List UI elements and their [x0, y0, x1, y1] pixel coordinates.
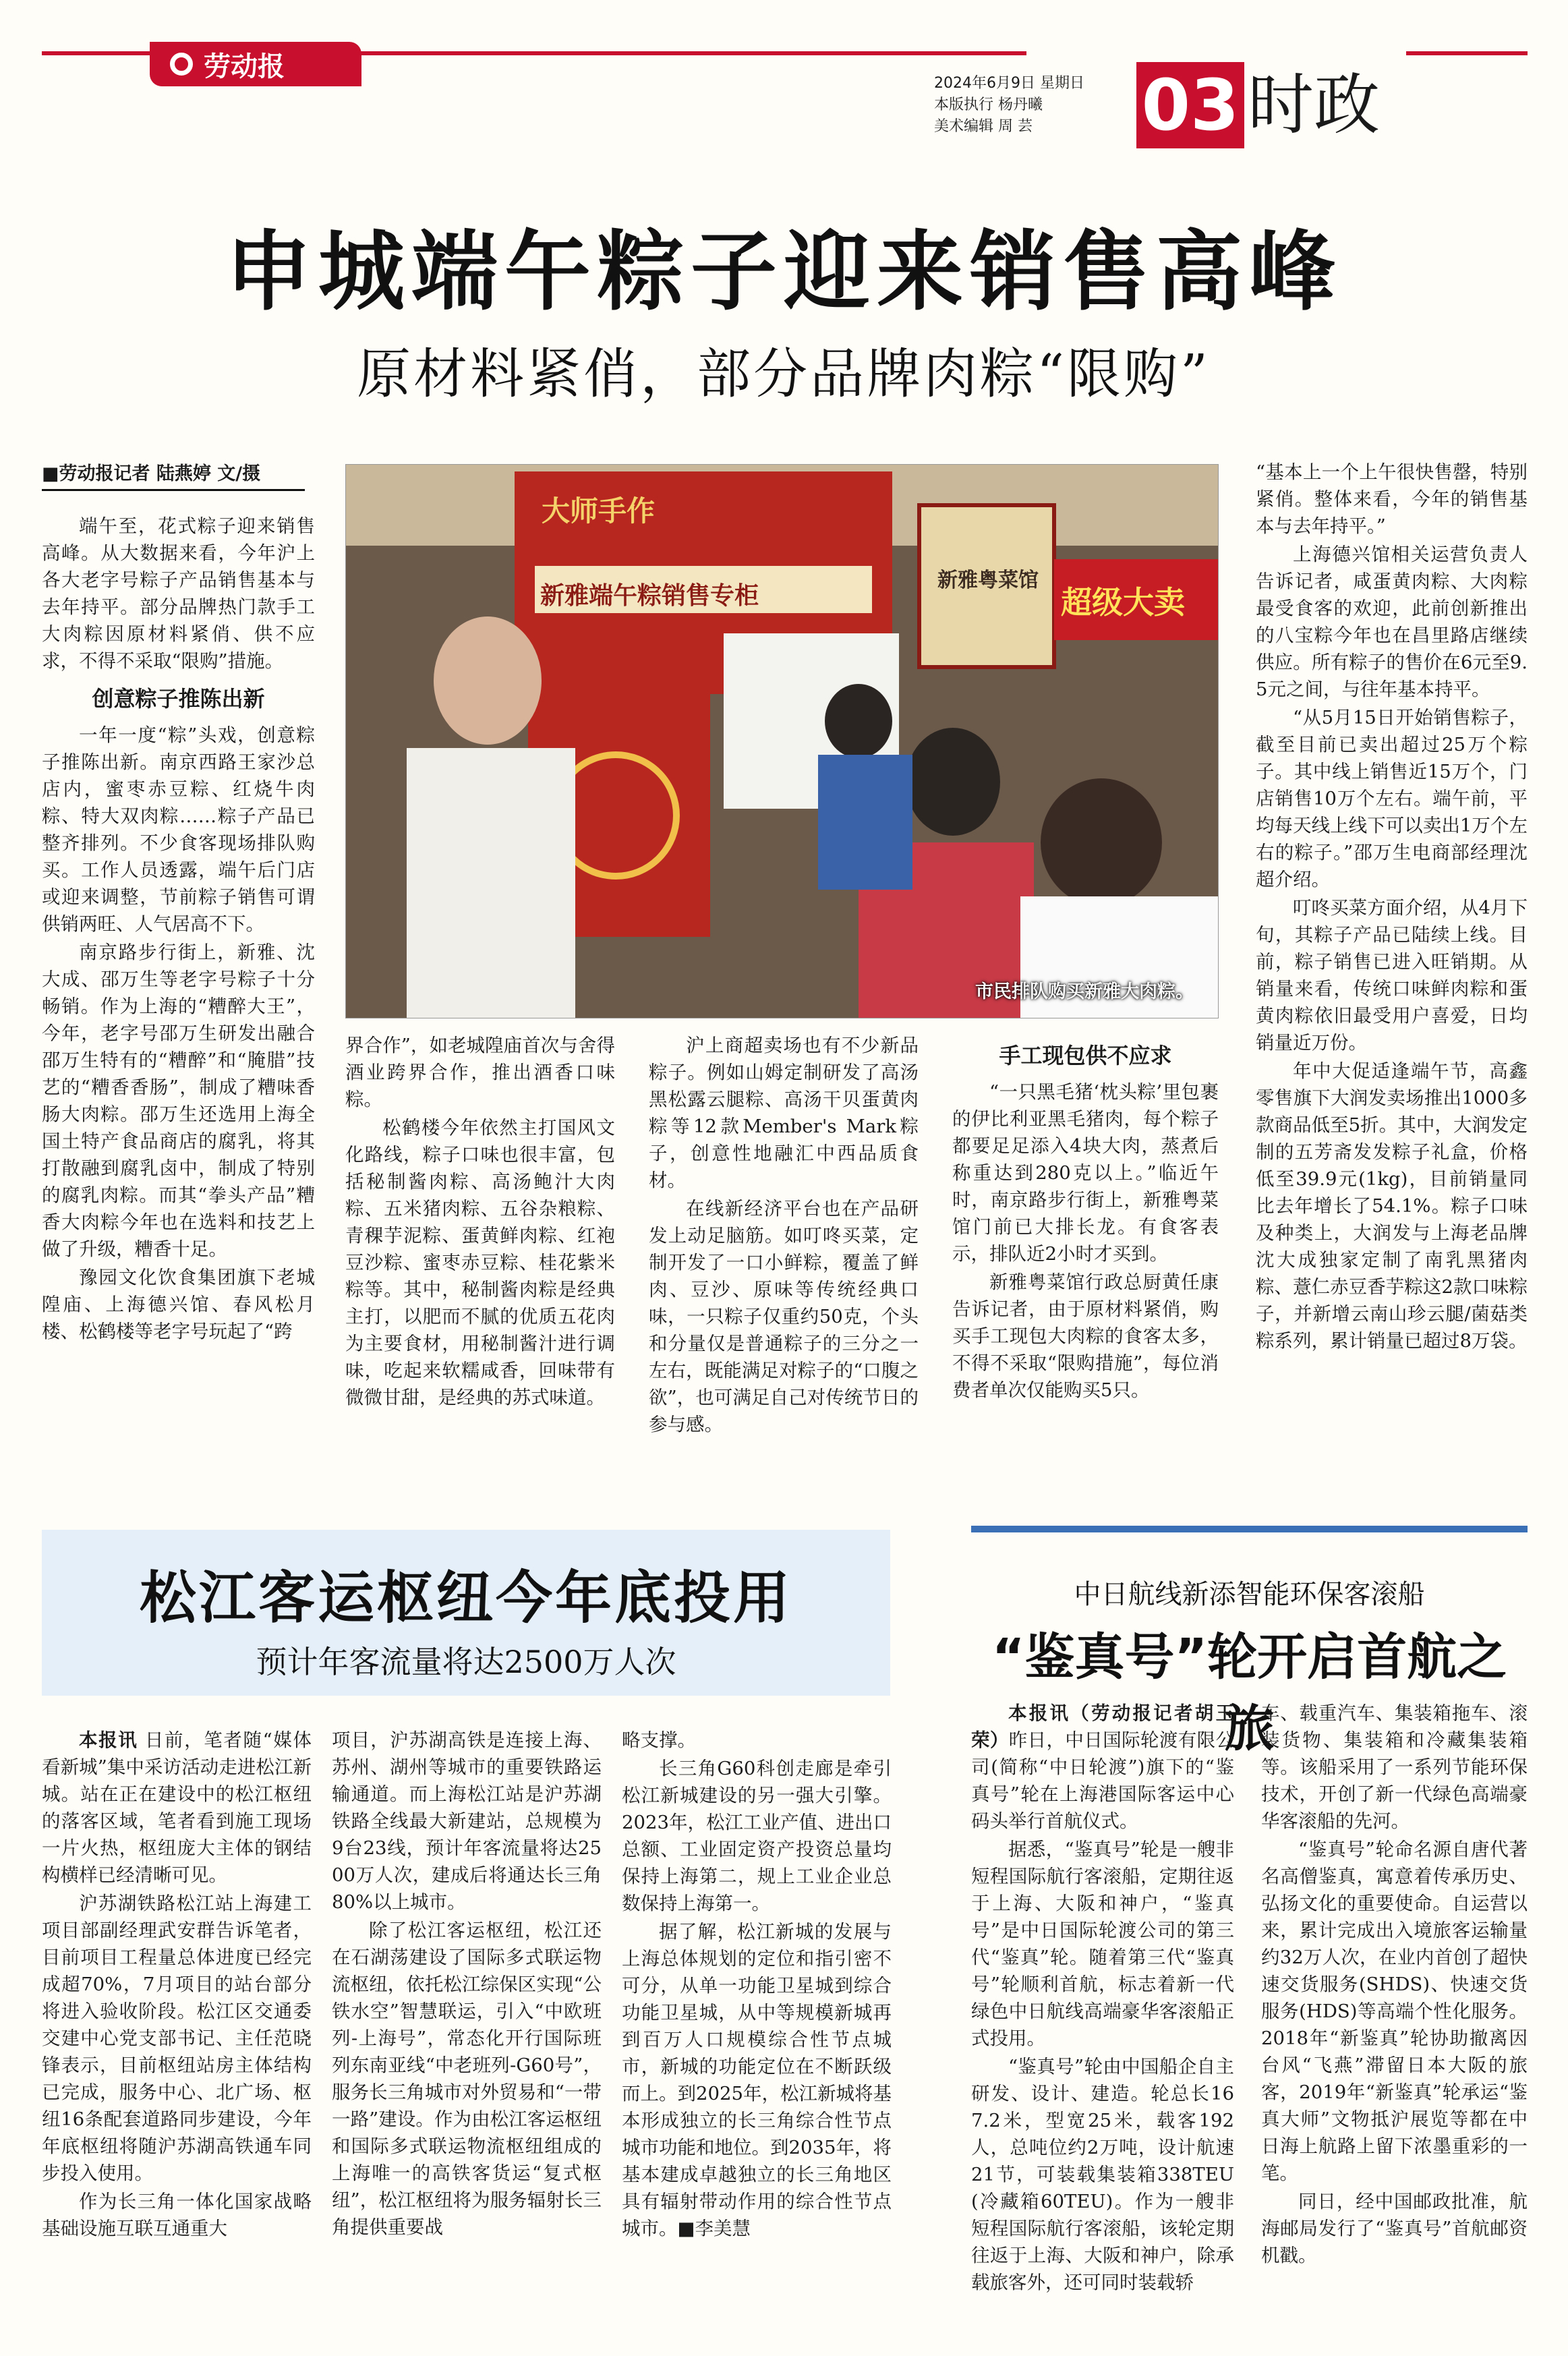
- paragraph: 略支撑。: [622, 1729, 696, 1751]
- story2-column-1: [42, 1727, 312, 2243]
- newspaper-logo: [150, 42, 361, 86]
- lead-column-5: [1256, 459, 1528, 1356]
- paragraph: “鉴真号”轮由中国船企自主研发、设计、建造。轮总长167.2米，型宽25米，载客192人，总吨位约2万吨，设计航速21节，可装载集装箱338TEU(冷藏箱60TEU)。作为一艘非短程国际航行客滚船，该轮定期往返于上海、大阪和神户，除承载旅客外，还可同时装载轿: [971, 2056, 1234, 2293]
- paragraph: 南京路步行街上，新雅、沈大成、邵万生等老字号粽子十分畅销。作为上海的“糟醉大王”，今年，老字号邵万生研发出融合邵万生特有的“糟醉”和“腌腊”技艺的“糟香香肠”，制成了糟味香肠大肉粽。邵万生还选用上海全国土特产食品商店的腐乳，将其打散融到腐乳卤中，制成了特别的腐乳肉粽。而其“拳头产品”糟香大肉粽今年也在选料和技艺上做了升级，糟香十足。: [42, 942, 315, 1260]
- paragraph: 据悉，“鉴真号”轮是一艘非短程国际航行客滚船，定期往返于上海、大阪和神户，“鉴真号”是中日国际轮渡公司的第三代“鉴真”轮。随着第三代“鉴真号”轮顺利首航，标志着新一代绿色中日航线高端豪华客滚船正式投用。: [971, 1839, 1234, 2049]
- paragraph: “鉴真号”轮命名源自唐代著名高僧鉴真，寓意着传承历史、弘扬文化的重要使命。自运营以来，累计完成出入境旅客运输量约32万人次，在业内首创了超快速交货服务(SHDS)、快速交货服务(HDS)等高端个性化服务。2018年“新鉴真”轮协助撤离因台风“飞燕”滞留日本大阪的旅客，2019年“新鉴真”轮承运“鉴真大师”文物抵沪展览等都在中日海上航路上留下浓墨重彩的一笔。: [1261, 1839, 1528, 2184]
- story2-headline: 松江客运枢纽今年底投用: [139, 1565, 792, 1631]
- lead-column-1: [42, 513, 315, 1346]
- lead-column-3: [649, 1032, 919, 1439]
- section-name: 时政: [1248, 67, 1381, 144]
- story3-headline: “鉴真号”轮开启首航之旅: [991, 1628, 1507, 1758]
- story3-column-2: [1261, 1700, 1528, 2270]
- paragraph: 界合作”，如老城隍庙首次与舍得酒业跨界合作，推出酒香口味粽。: [345, 1035, 615, 1110]
- paragraph: 叮咚买菜方面介绍，从4月下旬，其粽子产品已陆续上线。目前，粽子销售已进入旺销期。从销量来看，传统口味鲜肉粽和蛋黄肉粽依旧最受用户喜爱，日均销量近万份。: [1256, 897, 1528, 1054]
- story3-dateline: 本报讯（劳动报记者胡玉荣）: [971, 1702, 1234, 1751]
- logo-text: 劳动报: [204, 51, 285, 82]
- logo-mark-icon: [170, 53, 193, 76]
- photo-sign-master: 大师手作: [542, 494, 656, 527]
- photo-sign-restaurant: 新雅粤菜馆: [937, 569, 1039, 592]
- lead-byline: ■劳动报记者 陆燕婷 文/摄: [42, 459, 305, 491]
- page-number: 03: [1136, 62, 1244, 148]
- story2-headline-box: [42, 1530, 890, 1696]
- story3-column-1: [971, 1700, 1234, 2297]
- paragraph: 除了松江客运枢纽，松江还在石湖荡建设了国际多式联运物流枢纽，依托松江综保区实现“公铁水空”智慧联运，引入“中欧班列-上海号”，常态化开行国际班列东南亚线“中老班列-G60号”，服务长三角城市对外贸易和“一带一路”建设。作为由松江客运枢纽和国际多式联运物流枢纽组成的上海唯一的高铁客货运“复式枢纽”，松江枢纽将为服务辐射长三角提供重要战: [332, 1920, 602, 2238]
- lead-subheading-creative: 创意粽子推陈出新: [92, 686, 265, 712]
- masthead-rule-right: [1406, 51, 1528, 55]
- lead-subheadline: 原材料紧俏，部分品牌肉粽“限购”: [357, 343, 1211, 405]
- paragraph: 在线新经济平台也在产品研发上动足脑筋。如叮咚买菜，定制开发了一口小鲜粽，覆盖了鲜肉、豆沙、原味等传统经典口味，一只粽子仅重约50克，个头和分量仅是普通粽子的三分之一左右，既能满足对粽子的“口腹之欲”，也可满足自己对传统节日的参与感。: [649, 1198, 919, 1435]
- paragraph: 豫园文化饮食集团旗下老城隍庙、上海德兴馆、春风松月楼、松鹤楼等老字号玩起了“跨: [42, 1267, 315, 1342]
- paragraph: 上海德兴馆相关运营负责人告诉记者，咸蛋黄肉粽、大肉粽最受食客的欢迎，此前创新推出的八宝粽今年也在昌里路店继续供应。所有粽子的售价在6元至9.5元之间，与往年基本持平。: [1256, 544, 1528, 700]
- paragraph: 同日，经中国邮政批准，航海邮局发行了“鉴真号”首航邮资机戳。: [1261, 2191, 1528, 2266]
- photo-sign-sale: 超级大卖: [1061, 584, 1185, 621]
- photo-sign-counter: 新雅端午粽销售专柜: [540, 582, 759, 610]
- queue-photo-illustration: [346, 465, 1219, 1018]
- lead-column-2: [345, 1032, 615, 1412]
- paragraph: 项目，沪苏湖高铁是连接上海、苏州、湖州等城市的重要铁路运输通道。而上海松江站是沪苏湖铁路全线最大新建站，总规模为9台23线，预计年客流量将达2500万人次，建成后将通达长三角80%以上城市。: [332, 1729, 602, 1913]
- paragraph: 据了解，松江新城的发展与上海总体规划的定位和指引密不可分，从单一功能卫星城到综合功能卫星城，从中等规模新城再到百万人口规模综合性节点城市，新城的功能定位在不断跃级而上。到2025年，松江新城将基本形成独立的长三角综合性节点城市功能和地位。到2035年，将基本建成卓越独立的长三角地区具有辐射带动作用的综合性节点城市。■李美慧: [622, 1921, 892, 2239]
- issue-date: 2024年6月9日 星期日: [934, 75, 1084, 92]
- paragraph: 松鹤楼今年依然主打国风文化路线，粽子口味也很丰富，包括秘制酱肉粽、高汤鲍汁大肉粽、五米猪肉粽、五谷杂粮粽、青稞芋泥粽、蛋黄鲜肉粽、红袍豆沙粽、蜜枣赤豆粽、桂花紫米粽等。其中，秘制酱肉粽是经典主打，以肥而不腻的优质五花肉为主要食材，用秘制酱汁进行调味，吃起来软糯咸香，回味带有微微甘甜，是经典的苏式味道。: [345, 1117, 615, 1408]
- paragraph: “从5月15日开始销售粽子，截至目前已卖出超过25万个粽子。其中线上销售近15万个，门店销售10万个左右。端午前，平均每天线上线下可以卖出1万个左右的粽子。”邵万生电商部经理沈超介绍。: [1256, 707, 1528, 890]
- issue-editor: 本版执行 杨丹曦: [934, 96, 1043, 113]
- paragraph: 日前，笔者随“媒体看新城”集中采访活动走进松江新城。站在正在建设中的松江枢纽的落客区域，笔者看到施工现场一片火热，枢纽庞大主体的钢结构横样已经清晰可见。: [42, 1729, 312, 1886]
- story3-top-rule: [971, 1526, 1528, 1532]
- issue-designer: 美术编辑 周 芸: [934, 118, 1033, 135]
- paragraph: 年中大促适逢端午节，高鑫零售旗下大润发卖场推出1000多款商品低至5折。其中，大润发定制的五芳斋发发粽子礼盒，价格低至39.9元(1kg)，目前销量同比去年增长了54.1%。粽子口味及种类上，大润发与上海老品牌沈大成独家定制了南乳黑猪肉粽、薏仁赤豆香芋粽这2款口味粽子，并新增云南山珍云腿/菌菇类粽系列，累计销量已超过8万袋。: [1256, 1060, 1528, 1352]
- story2-dateline: 本报讯: [79, 1729, 138, 1751]
- paragraph: “一只黑毛猪‘枕头粽’里包裹的伊比利亚黑毛猪肉，每个粽子都要足足添入4块大肉，蒸煮后称重达到280克以上。”临近午时，南京路步行街上，新雅粤菜馆门前已大排长龙。有食客表示，排队近2小时才买到。: [952, 1081, 1219, 1265]
- issue-meta: [934, 73, 1130, 138]
- paragraph: 沪苏湖铁路松江站上海建工项目部副经理武安群告诉笔者，目前项目工程量总体进度已经完成超70%，7月项目的站台部分将进入验收阶段。松江区交通委交建中心党支部书记、主任范晓锋表示，目前枢纽站房主体结构已完成，服务中心、北广场、枢纽16条配套道路同步建设，今年年底枢纽将随沪苏湖高铁通车同步投入使用。: [42, 1893, 312, 2184]
- story2-column-3: [622, 1727, 892, 2243]
- paragraph: 一年一度“粽”头戏，创意粽子推陈出新。南京西路王家沙总店内，蜜枣赤豆粽、红烧牛肉粽、特大双肉粽……粽子产品已整齐排列。不少食客现场排队购买。工作人员透露，端午后门店或迎来调整，节前粽子销售可谓供销两旺、人气居高不下。: [42, 724, 315, 935]
- paragraph: 昨日，中日国际轮渡有限公司(简称“中日轮渡”)旗下的“鉴真号”轮在上海港国际客运中心码头举行首航仪式。: [971, 1729, 1235, 1832]
- paragraph: 作为长三角一体化国家战略基础设施互联互通重大: [42, 2191, 312, 2239]
- lead-photo: [345, 464, 1219, 1018]
- lead-headline: 申城端午粽子迎来销售高峰: [225, 222, 1342, 322]
- photo-caption: 市民排队购买新雅大肉粽。: [975, 981, 1194, 1002]
- lead-column-4: [952, 1042, 1219, 1405]
- story2-column-2: [332, 1727, 602, 2242]
- lead-subheading-handmade: 手工现包供不应求: [999, 1043, 1172, 1068]
- paragraph: 沪上商超卖场也有不少新品粽子。例如山姆定制研发了高汤黑松露云腿粽、高汤干贝蛋黄肉粽等12款Member's Mark粽子，创意性地融汇中西品质食材。: [649, 1035, 919, 1191]
- paragraph: 长三角G60科创走廊是牵引松江新城建设的另一强大引擎。2023年，松江工业产值、进出口总额、工业固定资产投资总量均保持上海第二，规上工业企业总数保持上海第一。: [622, 1758, 892, 1914]
- paragraph: 新雅粤菜馆行政总厨黄任康告诉记者，由于原材料紧俏，购买手工现包大肉粽的食客太多，不得不采取“限购措施”，每位消费者单次仅能购买5只。: [952, 1271, 1219, 1401]
- paragraph: “基本上一个上午很快售罄，特别紧俏。整体来看，今年的销售基本与去年持平。”: [1256, 461, 1528, 537]
- story2-subheadline: 预计年客流量将达2500万人次: [256, 1644, 676, 1680]
- paragraph: 车、载重汽车、集装箱拖车、滚装货物、集装箱和冷藏集装箱等。该船采用了一系列节能环保技术，开创了新一代绿色高端豪华客滚船的先河。: [1261, 1702, 1528, 1832]
- story3-kicker: 中日航线新添智能环保客滚船: [1074, 1579, 1425, 1610]
- paragraph: 端午至，花式粽子迎来销售高峰。从大数据来看，今年沪上各大老字号粽子产品销售基本与去年持平。部分品牌热门款手工大肉粽因原材料紧俏、供不应求，不得不采取“限购”措施。: [42, 515, 315, 672]
